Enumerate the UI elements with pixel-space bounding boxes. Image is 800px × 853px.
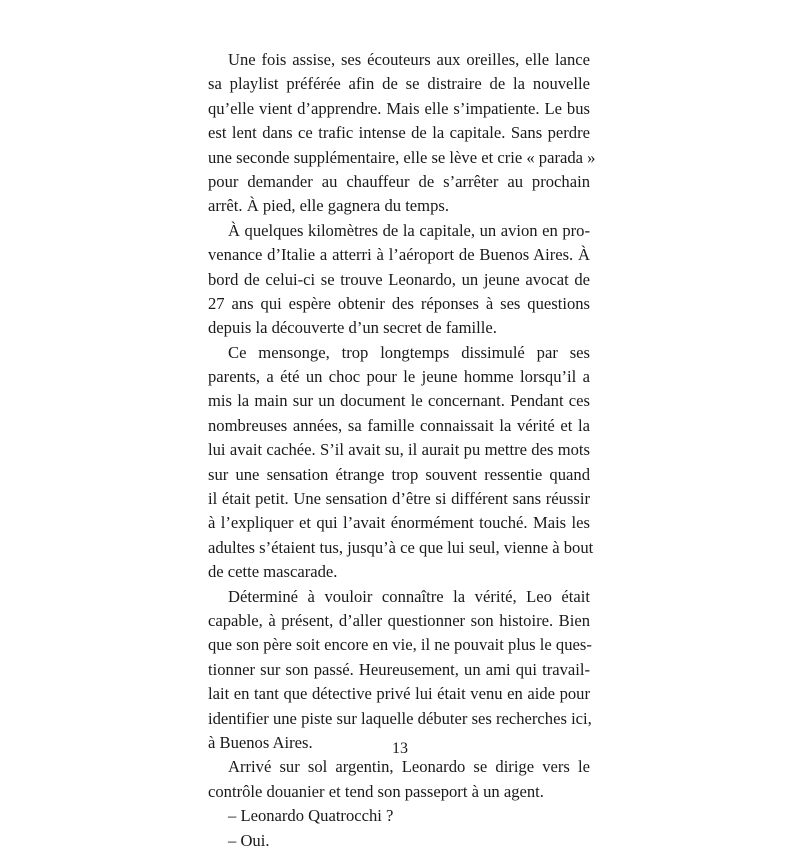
text-line: Déterminé à vouloir connaître la vérité, Leo était	[228, 586, 590, 606]
text-line: une seconde supplémentaire, elle se lève et crie « parada »	[208, 147, 596, 167]
paragraph	[208, 219, 590, 341]
paragraph	[208, 829, 590, 853]
text-line: parents, a été un choc pour le jeune homme lorsqu’il a	[208, 367, 590, 387]
text-line: À quelques kilomètres de la capitale, un avion en pro-	[228, 220, 590, 240]
text-line: de cette mascarade.	[208, 562, 338, 582]
text-line: Arrivé sur sol argentin, Leonardo se dirige vers le	[228, 757, 590, 777]
text-line: il était petit. Une sensation d’être si différent sans réussir	[208, 489, 590, 509]
text-line: Une fois assise, ses écouteurs aux oreilles, elle lance	[228, 50, 590, 69]
text-line: capable, à présent, d’aller questionner son histoire. Bien	[208, 610, 590, 630]
text-line: Ce mensonge, trop longtemps dissimulé par ses	[228, 342, 590, 362]
text-line: sur une sensation étrange trop souvent ressentie quand	[208, 464, 590, 484]
text-line: lait en tant que détective privé lui était venu en aide pour	[208, 684, 590, 704]
text-line: est lent dans ce trafic intense de la capitale. Sans perdre	[208, 123, 590, 143]
text-line: lui avait cachée. S’il avait su, il aurait pu mettre des mots	[208, 440, 590, 460]
paragraph	[208, 804, 590, 828]
text-line: tionner sur son passé. Heureusement, un ami qui travail-	[208, 659, 590, 679]
body-text	[208, 48, 596, 853]
text-line: mis la main sur un document le concernant. Pendant ces	[208, 391, 590, 411]
text-line: pour demander au chauffeur de s’arrêter au prochain	[208, 171, 590, 191]
paragraph	[208, 341, 594, 585]
text-line: qu’elle vient d’apprendre. Mais elle s’impatiente. Le bus	[208, 98, 590, 118]
text-line: contrôle douanier et tend son passeport à un agent.	[208, 781, 544, 801]
page-number: 13	[392, 740, 408, 757]
text-line: bord de celui-ci se trouve Leonardo, un jeune avocat de	[208, 269, 590, 289]
text-line: – Oui.	[228, 830, 270, 850]
text-line: sa playlist préférée afin de se distraire de la nouvelle	[208, 74, 590, 94]
text-line: venance d’Italie a atterri à l’aéroport de Buenos Aires. À	[208, 245, 590, 265]
text-line: à Buenos Aires.	[208, 732, 313, 752]
text-line: 27 ans qui espère obtenir des réponses à ses questions	[208, 293, 590, 313]
text-line: identifier une piste sur laquelle débuter ses recherches ici,	[208, 708, 592, 728]
text-line: nombreuses années, sa famille connaissait la vérité et la	[208, 415, 590, 435]
text-line: adultes s’étaient tus, jusqu’à ce que lui seul, vienne à bout	[208, 537, 594, 557]
paragraph	[208, 585, 590, 756]
text-line: que son père soit encore en vie, il ne pouvait plus le ques-	[208, 635, 592, 655]
text-line: à l’expliquer et qui l’avait énormément touché. Mais les	[208, 513, 590, 533]
text-line: – Leonardo Quatrocchi ?	[228, 806, 394, 826]
paragraph	[208, 48, 596, 219]
text-line: depuis la découverte d’un secret de famille.	[208, 318, 497, 338]
paragraph	[208, 755, 590, 804]
text-line: arrêt. À pied, elle gagnera du temps.	[208, 196, 449, 216]
